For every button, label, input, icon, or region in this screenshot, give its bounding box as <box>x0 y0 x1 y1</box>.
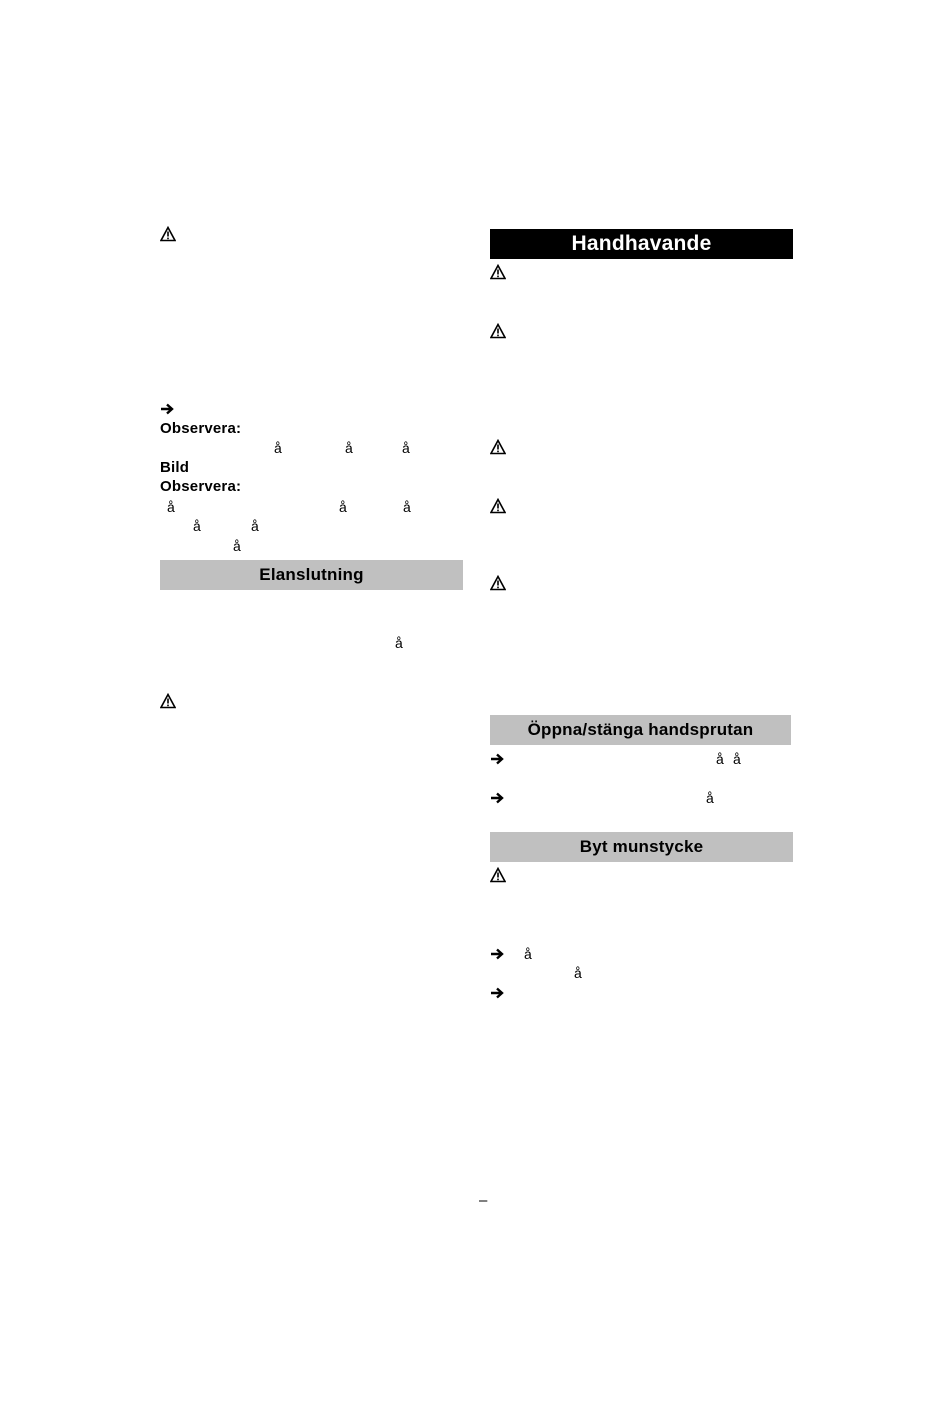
arrow-right-icon <box>490 985 506 1001</box>
section-heading-oppna-stanga: Öppna/stänga handsprutan <box>490 715 791 745</box>
section-heading-byt-munstycke: Byt munstycke <box>490 832 793 862</box>
special-char: å <box>395 635 403 651</box>
warning-triangle-icon <box>160 693 176 709</box>
special-char: å <box>274 440 282 456</box>
special-char: å <box>193 518 201 534</box>
section-heading-handhavande: Handhavande <box>490 229 793 259</box>
arrow-right-icon <box>490 790 506 806</box>
page-number: – <box>479 1192 488 1209</box>
bild-label: Bild <box>160 459 190 476</box>
warning-triangle-icon <box>490 867 506 883</box>
warning-triangle-icon <box>490 439 506 455</box>
special-char: å <box>733 751 741 767</box>
warning-triangle-icon <box>490 498 506 514</box>
special-char: å <box>339 499 347 515</box>
warning-triangle-icon <box>490 323 506 339</box>
special-char: å <box>574 965 582 981</box>
special-char: å <box>251 518 259 534</box>
arrow-right-icon <box>160 401 176 417</box>
special-char: å <box>233 538 241 554</box>
arrow-right-icon <box>490 946 506 962</box>
observera-label-1: Observera: <box>160 420 242 437</box>
special-char: å <box>345 440 353 456</box>
observera-label-2: Observera: <box>160 478 242 495</box>
special-char: å <box>402 440 410 456</box>
arrow-right-icon <box>490 751 506 767</box>
special-char: å <box>167 499 175 515</box>
warning-triangle-icon <box>490 575 506 591</box>
section-heading-elanslutning: Elanslutning <box>160 560 463 590</box>
special-char: å <box>403 499 411 515</box>
warning-triangle-icon <box>160 226 176 242</box>
special-char: å <box>524 946 532 962</box>
special-char: å <box>716 751 724 767</box>
special-char: å <box>706 790 714 806</box>
warning-triangle-icon <box>490 264 506 280</box>
